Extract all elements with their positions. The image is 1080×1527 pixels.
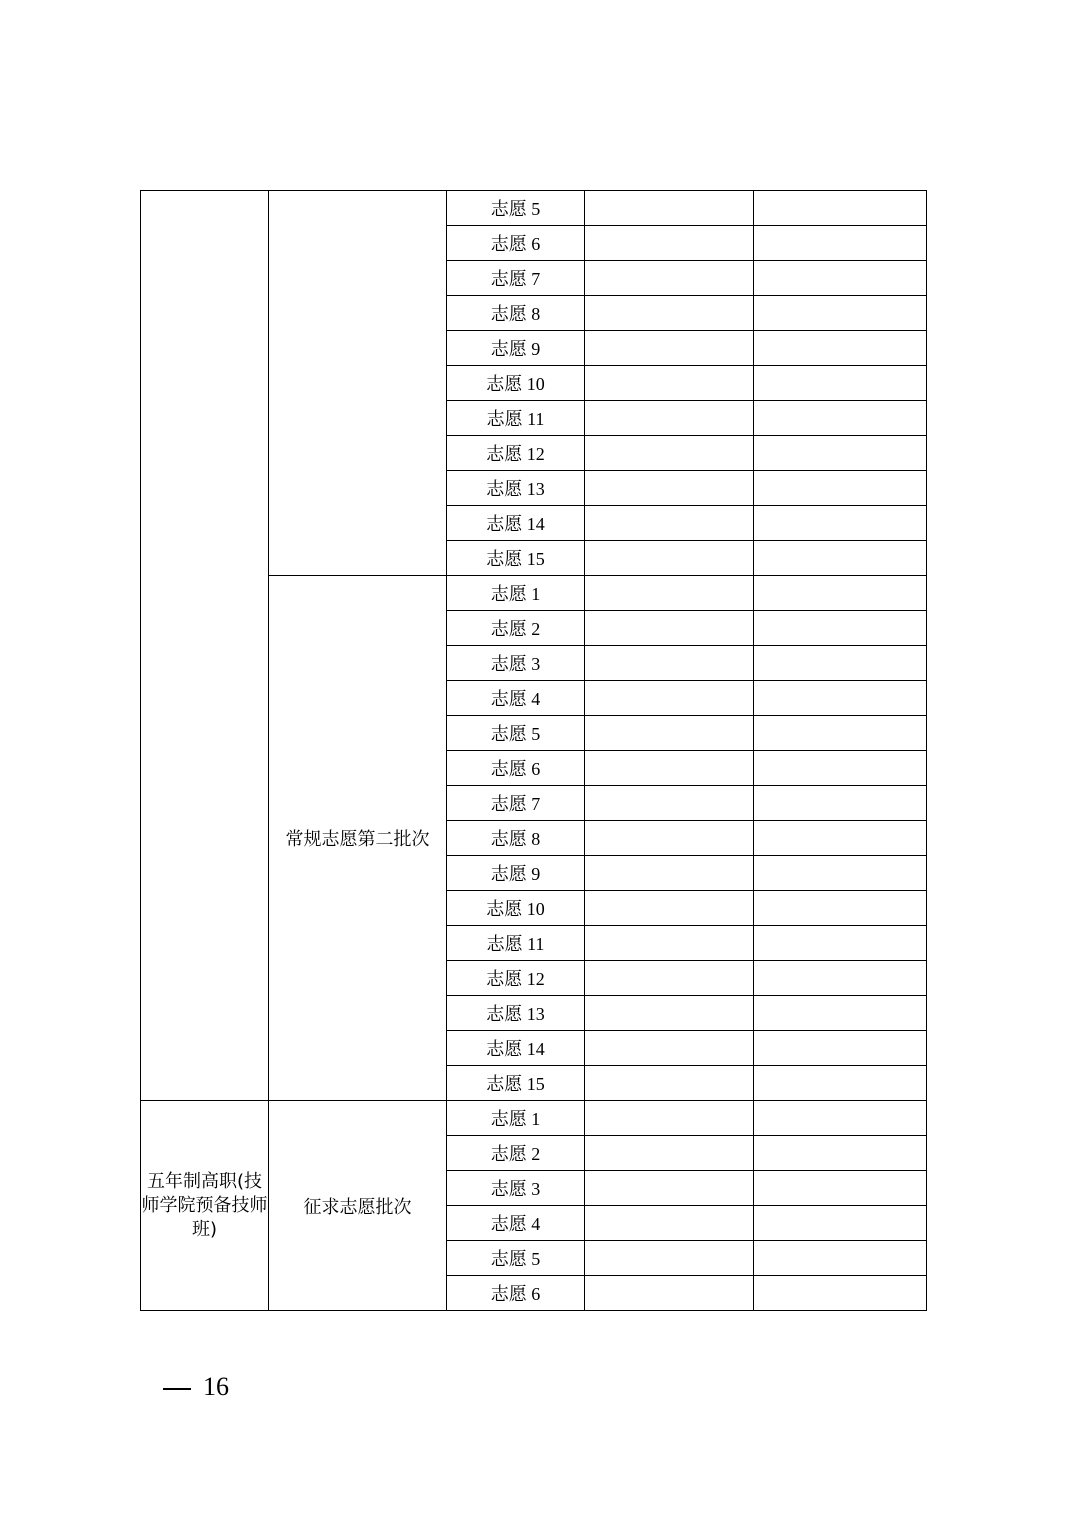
choice-number: 9 bbox=[531, 864, 541, 884]
school-input-cell[interactable] bbox=[585, 1171, 754, 1206]
choice-number: 11 bbox=[527, 934, 545, 954]
major-input-cell[interactable] bbox=[754, 401, 927, 436]
choice-label bbox=[447, 576, 585, 611]
choice-label bbox=[447, 1171, 585, 1206]
choice-number: 7 bbox=[531, 794, 541, 814]
choice-prefix: 志愿 bbox=[490, 724, 527, 745]
choice-number: 7 bbox=[531, 269, 541, 289]
choice-number: 12 bbox=[526, 969, 545, 989]
school-input-cell[interactable] bbox=[585, 226, 754, 261]
choice-label bbox=[447, 1206, 585, 1241]
choice-prefix: 志愿 bbox=[486, 444, 523, 465]
choice-prefix: 志愿 bbox=[490, 864, 527, 885]
major-input-cell[interactable] bbox=[754, 1066, 927, 1101]
choice-number: 13 bbox=[526, 479, 545, 499]
choice-label bbox=[447, 506, 585, 541]
major-input-cell[interactable] bbox=[754, 751, 927, 786]
major-input-cell[interactable] bbox=[754, 191, 927, 226]
major-input-cell[interactable] bbox=[754, 961, 927, 996]
major-input-cell[interactable] bbox=[754, 296, 927, 331]
school-input-cell[interactable] bbox=[585, 996, 754, 1031]
choice-prefix: 志愿 bbox=[490, 794, 527, 815]
choice-number: 11 bbox=[527, 409, 545, 429]
choice-prefix: 志愿 bbox=[490, 1179, 527, 1200]
school-input-cell[interactable] bbox=[585, 1206, 754, 1241]
school-input-cell[interactable] bbox=[585, 821, 754, 856]
school-input-cell[interactable] bbox=[585, 926, 754, 961]
volunteer-form-table bbox=[140, 190, 927, 1311]
school-input-cell[interactable] bbox=[585, 786, 754, 821]
school-input-cell[interactable] bbox=[585, 681, 754, 716]
major-input-cell[interactable] bbox=[754, 1241, 927, 1276]
footer-dash bbox=[163, 1388, 191, 1390]
major-input-cell[interactable] bbox=[754, 786, 927, 821]
school-input-cell[interactable] bbox=[585, 331, 754, 366]
choice-number: 9 bbox=[531, 339, 541, 359]
category-cell: 五年制高职(技师学院预备技师班) bbox=[141, 1101, 269, 1311]
choice-number: 3 bbox=[531, 1179, 541, 1199]
choice-prefix: 志愿 bbox=[490, 584, 527, 605]
batch-cell: 征求志愿批次 bbox=[269, 1101, 447, 1311]
school-input-cell[interactable] bbox=[585, 506, 754, 541]
school-input-cell[interactable] bbox=[585, 541, 754, 576]
choice-prefix: 志愿 bbox=[490, 1109, 527, 1130]
category-cell bbox=[141, 191, 269, 1101]
choice-prefix: 志愿 bbox=[490, 339, 527, 360]
choice-label bbox=[447, 471, 585, 506]
school-input-cell[interactable] bbox=[585, 1101, 754, 1136]
choice-label bbox=[447, 891, 585, 926]
choice-number: 12 bbox=[526, 444, 545, 464]
choice-number: 4 bbox=[531, 1214, 541, 1234]
school-input-cell[interactable] bbox=[585, 296, 754, 331]
table-row bbox=[141, 1101, 927, 1136]
school-input-cell[interactable] bbox=[585, 1031, 754, 1066]
major-input-cell[interactable] bbox=[754, 1101, 927, 1136]
choice-label bbox=[447, 716, 585, 751]
choice-number: 10 bbox=[526, 899, 545, 919]
major-input-cell[interactable] bbox=[754, 471, 927, 506]
major-input-cell[interactable] bbox=[754, 716, 927, 751]
choice-number: 1 bbox=[531, 1109, 541, 1129]
choice-prefix: 志愿 bbox=[490, 689, 527, 710]
school-input-cell[interactable] bbox=[585, 611, 754, 646]
choice-prefix: 志愿 bbox=[486, 969, 523, 990]
major-input-cell[interactable] bbox=[754, 611, 927, 646]
choice-label bbox=[447, 996, 585, 1031]
table-row bbox=[141, 191, 927, 226]
major-input-cell[interactable] bbox=[754, 1136, 927, 1171]
school-input-cell[interactable] bbox=[585, 191, 754, 226]
choice-label bbox=[447, 366, 585, 401]
batch-cell: 常规志愿第二批次 bbox=[269, 576, 447, 1101]
choice-number: 14 bbox=[526, 514, 545, 534]
major-input-cell[interactable] bbox=[754, 996, 927, 1031]
choice-prefix: 志愿 bbox=[490, 619, 527, 640]
choice-number: 5 bbox=[531, 724, 541, 744]
major-input-cell[interactable] bbox=[754, 891, 927, 926]
choice-number: 3 bbox=[531, 654, 541, 674]
major-input-cell[interactable] bbox=[754, 1031, 927, 1066]
major-input-cell[interactable] bbox=[754, 261, 927, 296]
choice-prefix: 志愿 bbox=[490, 654, 527, 675]
school-input-cell[interactable] bbox=[585, 1066, 754, 1101]
choice-prefix: 志愿 bbox=[490, 829, 527, 850]
major-input-cell[interactable] bbox=[754, 366, 927, 401]
school-input-cell[interactable] bbox=[585, 576, 754, 611]
choice-prefix: 志愿 bbox=[490, 759, 527, 780]
major-input-cell[interactable] bbox=[754, 576, 927, 611]
choice-prefix: 志愿 bbox=[486, 409, 523, 430]
choice-prefix: 志愿 bbox=[486, 1074, 523, 1095]
school-input-cell[interactable] bbox=[585, 856, 754, 891]
choice-number: 5 bbox=[531, 1249, 541, 1269]
choice-number: 2 bbox=[531, 619, 541, 639]
choice-prefix: 志愿 bbox=[490, 1284, 527, 1305]
choice-label bbox=[447, 1241, 585, 1276]
choice-prefix: 志愿 bbox=[486, 514, 523, 535]
major-input-cell[interactable] bbox=[754, 1276, 927, 1311]
school-input-cell[interactable] bbox=[585, 961, 754, 996]
choice-label bbox=[447, 226, 585, 261]
major-input-cell[interactable] bbox=[754, 821, 927, 856]
choice-label bbox=[447, 1136, 585, 1171]
major-input-cell[interactable] bbox=[754, 681, 927, 716]
choice-label bbox=[447, 541, 585, 576]
choice-number: 8 bbox=[531, 829, 541, 849]
page-number: 16 bbox=[203, 1372, 229, 1401]
choice-prefix: 志愿 bbox=[490, 1249, 527, 1270]
choice-label bbox=[447, 1101, 585, 1136]
choice-number: 1 bbox=[531, 584, 541, 604]
choice-label bbox=[447, 1031, 585, 1066]
choice-label bbox=[447, 681, 585, 716]
choice-prefix: 志愿 bbox=[486, 479, 523, 500]
major-input-cell[interactable] bbox=[754, 506, 927, 541]
choice-prefix: 志愿 bbox=[490, 199, 527, 220]
school-input-cell[interactable] bbox=[585, 436, 754, 471]
choice-label bbox=[447, 296, 585, 331]
choice-label bbox=[447, 821, 585, 856]
school-input-cell[interactable] bbox=[585, 401, 754, 436]
choice-prefix: 志愿 bbox=[490, 1144, 527, 1165]
choice-prefix: 志愿 bbox=[490, 304, 527, 325]
major-input-cell[interactable] bbox=[754, 541, 927, 576]
choice-label bbox=[447, 611, 585, 646]
school-input-cell[interactable] bbox=[585, 471, 754, 506]
page-footer bbox=[163, 1372, 229, 1402]
choice-prefix: 志愿 bbox=[486, 1004, 523, 1025]
choice-label bbox=[447, 751, 585, 786]
major-input-cell[interactable] bbox=[754, 436, 927, 471]
choice-label bbox=[447, 436, 585, 471]
major-input-cell[interactable] bbox=[754, 926, 927, 961]
choice-number: 6 bbox=[531, 1284, 541, 1304]
choice-label bbox=[447, 1066, 585, 1101]
choice-label bbox=[447, 856, 585, 891]
choice-label bbox=[447, 786, 585, 821]
choice-number: 4 bbox=[531, 689, 541, 709]
choice-label bbox=[447, 961, 585, 996]
major-input-cell[interactable] bbox=[754, 226, 927, 261]
choice-label bbox=[447, 1276, 585, 1311]
school-input-cell[interactable] bbox=[585, 1241, 754, 1276]
batch-cell bbox=[269, 191, 447, 576]
school-input-cell[interactable] bbox=[585, 646, 754, 681]
choice-label bbox=[447, 261, 585, 296]
choice-number: 14 bbox=[526, 1039, 545, 1059]
choice-number: 6 bbox=[531, 759, 541, 779]
major-input-cell[interactable] bbox=[754, 856, 927, 891]
major-input-cell[interactable] bbox=[754, 646, 927, 681]
choice-prefix: 志愿 bbox=[486, 1039, 523, 1060]
choice-label bbox=[447, 191, 585, 226]
choice-number: 6 bbox=[531, 234, 541, 254]
choice-prefix: 志愿 bbox=[490, 234, 527, 255]
choice-number: 15 bbox=[526, 549, 545, 569]
school-input-cell[interactable] bbox=[585, 751, 754, 786]
school-input-cell[interactable] bbox=[585, 716, 754, 751]
choice-label bbox=[447, 646, 585, 681]
choice-label bbox=[447, 331, 585, 366]
choice-prefix: 志愿 bbox=[486, 899, 523, 920]
major-input-cell[interactable] bbox=[754, 1171, 927, 1206]
choice-label bbox=[447, 401, 585, 436]
major-input-cell[interactable] bbox=[754, 331, 927, 366]
choice-prefix: 志愿 bbox=[486, 549, 523, 570]
choice-prefix: 志愿 bbox=[486, 934, 523, 955]
major-input-cell[interactable] bbox=[754, 1206, 927, 1241]
choice-number: 15 bbox=[526, 1074, 545, 1094]
choice-label bbox=[447, 926, 585, 961]
choice-number: 13 bbox=[526, 1004, 545, 1024]
choice-number: 2 bbox=[531, 1144, 541, 1164]
school-input-cell[interactable] bbox=[585, 366, 754, 401]
school-input-cell[interactable] bbox=[585, 1276, 754, 1311]
choice-prefix: 志愿 bbox=[490, 1214, 527, 1235]
choice-number: 5 bbox=[531, 199, 541, 219]
choice-prefix: 志愿 bbox=[486, 374, 523, 395]
school-input-cell[interactable] bbox=[585, 261, 754, 296]
choice-number: 8 bbox=[531, 304, 541, 324]
choice-number: 10 bbox=[526, 374, 545, 394]
school-input-cell[interactable] bbox=[585, 891, 754, 926]
school-input-cell[interactable] bbox=[585, 1136, 754, 1171]
choice-prefix: 志愿 bbox=[490, 269, 527, 290]
